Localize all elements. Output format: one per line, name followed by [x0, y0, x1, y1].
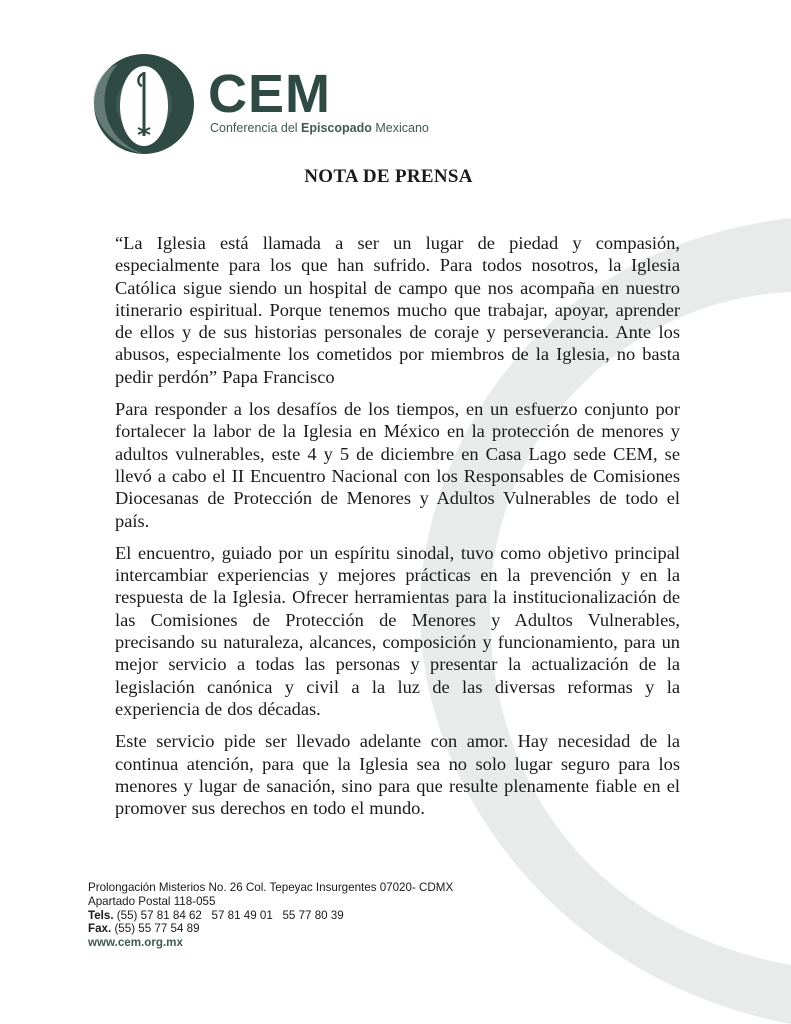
body-paragraph: Este servicio pide ser llevado adelante con amor. Hay necesidad de la continua atención, para que la Iglesia sea no solo lugar seguro para los menores y lugar de sanación, sino para que resulte plenamente fiable en el promover sus derechos en todo el mundo. — [115, 731, 680, 819]
footer-phones: Tels. (55) 57 81 84 62 57 81 49 01 55 77 80 39 — [88, 908, 344, 922]
crozier-circle-logo-icon — [88, 52, 198, 162]
footer-po-box: Apartado Postal 118-055 — [88, 894, 216, 908]
footer-fax: Fax. (55) 55 77 54 89 — [88, 922, 200, 936]
contact-footer — [88, 881, 453, 950]
logo-subtitle: Conferencia del Episcopado Mexicano — [210, 121, 429, 135]
press-release-body — [115, 232, 680, 829]
page-title: NOTA DE PRENSA — [304, 166, 473, 187]
footer-website-link[interactable]: www.cem.org.mx — [88, 936, 183, 950]
logo-wordmark: CEM — [208, 64, 331, 124]
footer-address: Prolongación Misterios No. 26 Col. Tepeyac Insurgentes 07020- CDMX — [88, 881, 454, 894]
cem-logo — [88, 52, 428, 162]
body-paragraph: Para responder a los desafíos de los tiempos, en un esfuerzo conjunto por fortalecer la labor de la Iglesia en México en la protección de menores y adultos vulnerables, este 4 y 5 de diciembre en Casa Lago sede CEM, se llevó a cabo el II Encuentro Nacional con los Responsables de Comisiones Diocesanas de Protección de Menores y Adultos Vulnerables de todo el país. — [115, 399, 680, 531]
quote-paragraph: “La Iglesia está llamada a ser un lugar de piedad y compasión, especialmente para los que han sufrido. Para todos nosotros, la Iglesia Católica sigue siendo un hospital de campo que nos acompaña en nuestro itinerario espiritual. Porque tenemos mucho que trabajar, apoyar, aprender de ellos y de sus historias personales de coraje y perseverancia. Ante los abusos, especialmente los cometidos por miembros de la Iglesia, no basta pedir perdón” Papa Francisco — [115, 233, 680, 387]
body-paragraph: El encuentro, guiado por un espíritu sinodal, tuvo como objetivo principal intercambiar experiencias y mejores prácticas en la prevención y en la respuesta de la Iglesia. Ofrecer herramientas para la institucionalización de las Comisiones de Protección de Menores y Adultos Vulnerables, precisando su naturaleza, alcances, composición y funcionamiento, para un mejor servicio a todas las personas y presentar la actualización de la legislación canónica y civil a la luz de las diversas reformas y la experiencia de dos décadas. — [115, 542, 680, 719]
